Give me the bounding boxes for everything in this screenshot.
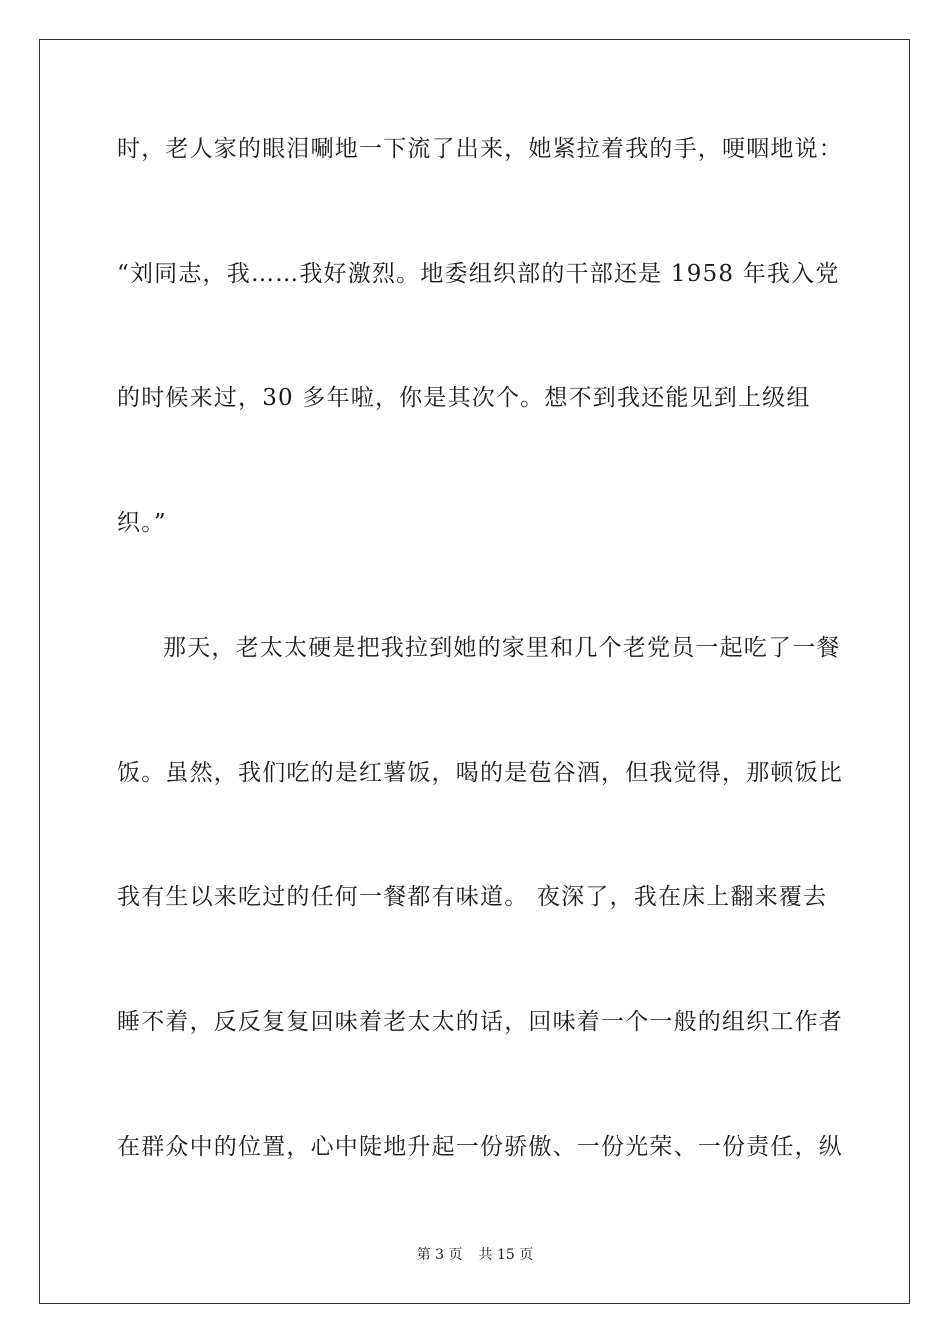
- page-total: 共 15 页: [478, 1247, 534, 1263]
- text-line-8: 睡不着，反反复复回味着老太太的话，回味着一个一般的组织工作者: [117, 1009, 843, 1035]
- text-line-3: 的时候来过，30 多年啦，你是其次个。想不到我还能见到上级组: [117, 385, 811, 411]
- text-line-4: 织。”: [117, 510, 167, 536]
- page-footer: [0, 1246, 950, 1264]
- text-line-5: 那天，老太太硬是把我拉到她的家里和几个老党员一起吃了一餐: [163, 635, 841, 661]
- page-number: 第 3 页: [416, 1247, 463, 1263]
- text-line-2: “刘同志，我……我好激烈。地委组织部的干部还是 1958 年我入党: [117, 261, 840, 287]
- page-border: [39, 39, 910, 1304]
- text-line-1: 时，老人家的眼泪唰地一下流了出来，她紧拉着我的手，哽咽地说：: [117, 136, 843, 162]
- text-line-9: 在群众中的位置，心中陡地升起一份骄傲、一份光荣、一份责任，纵: [117, 1134, 843, 1160]
- text-line-7: 我有生以来吃过的任何一餐都有味道。 夜深了，我在床上翻来覆去: [117, 884, 828, 910]
- text-line-6: 饭。虽然，我们吃的是红薯饭，喝的是苞谷酒，但我觉得，那顿饭比: [117, 760, 843, 786]
